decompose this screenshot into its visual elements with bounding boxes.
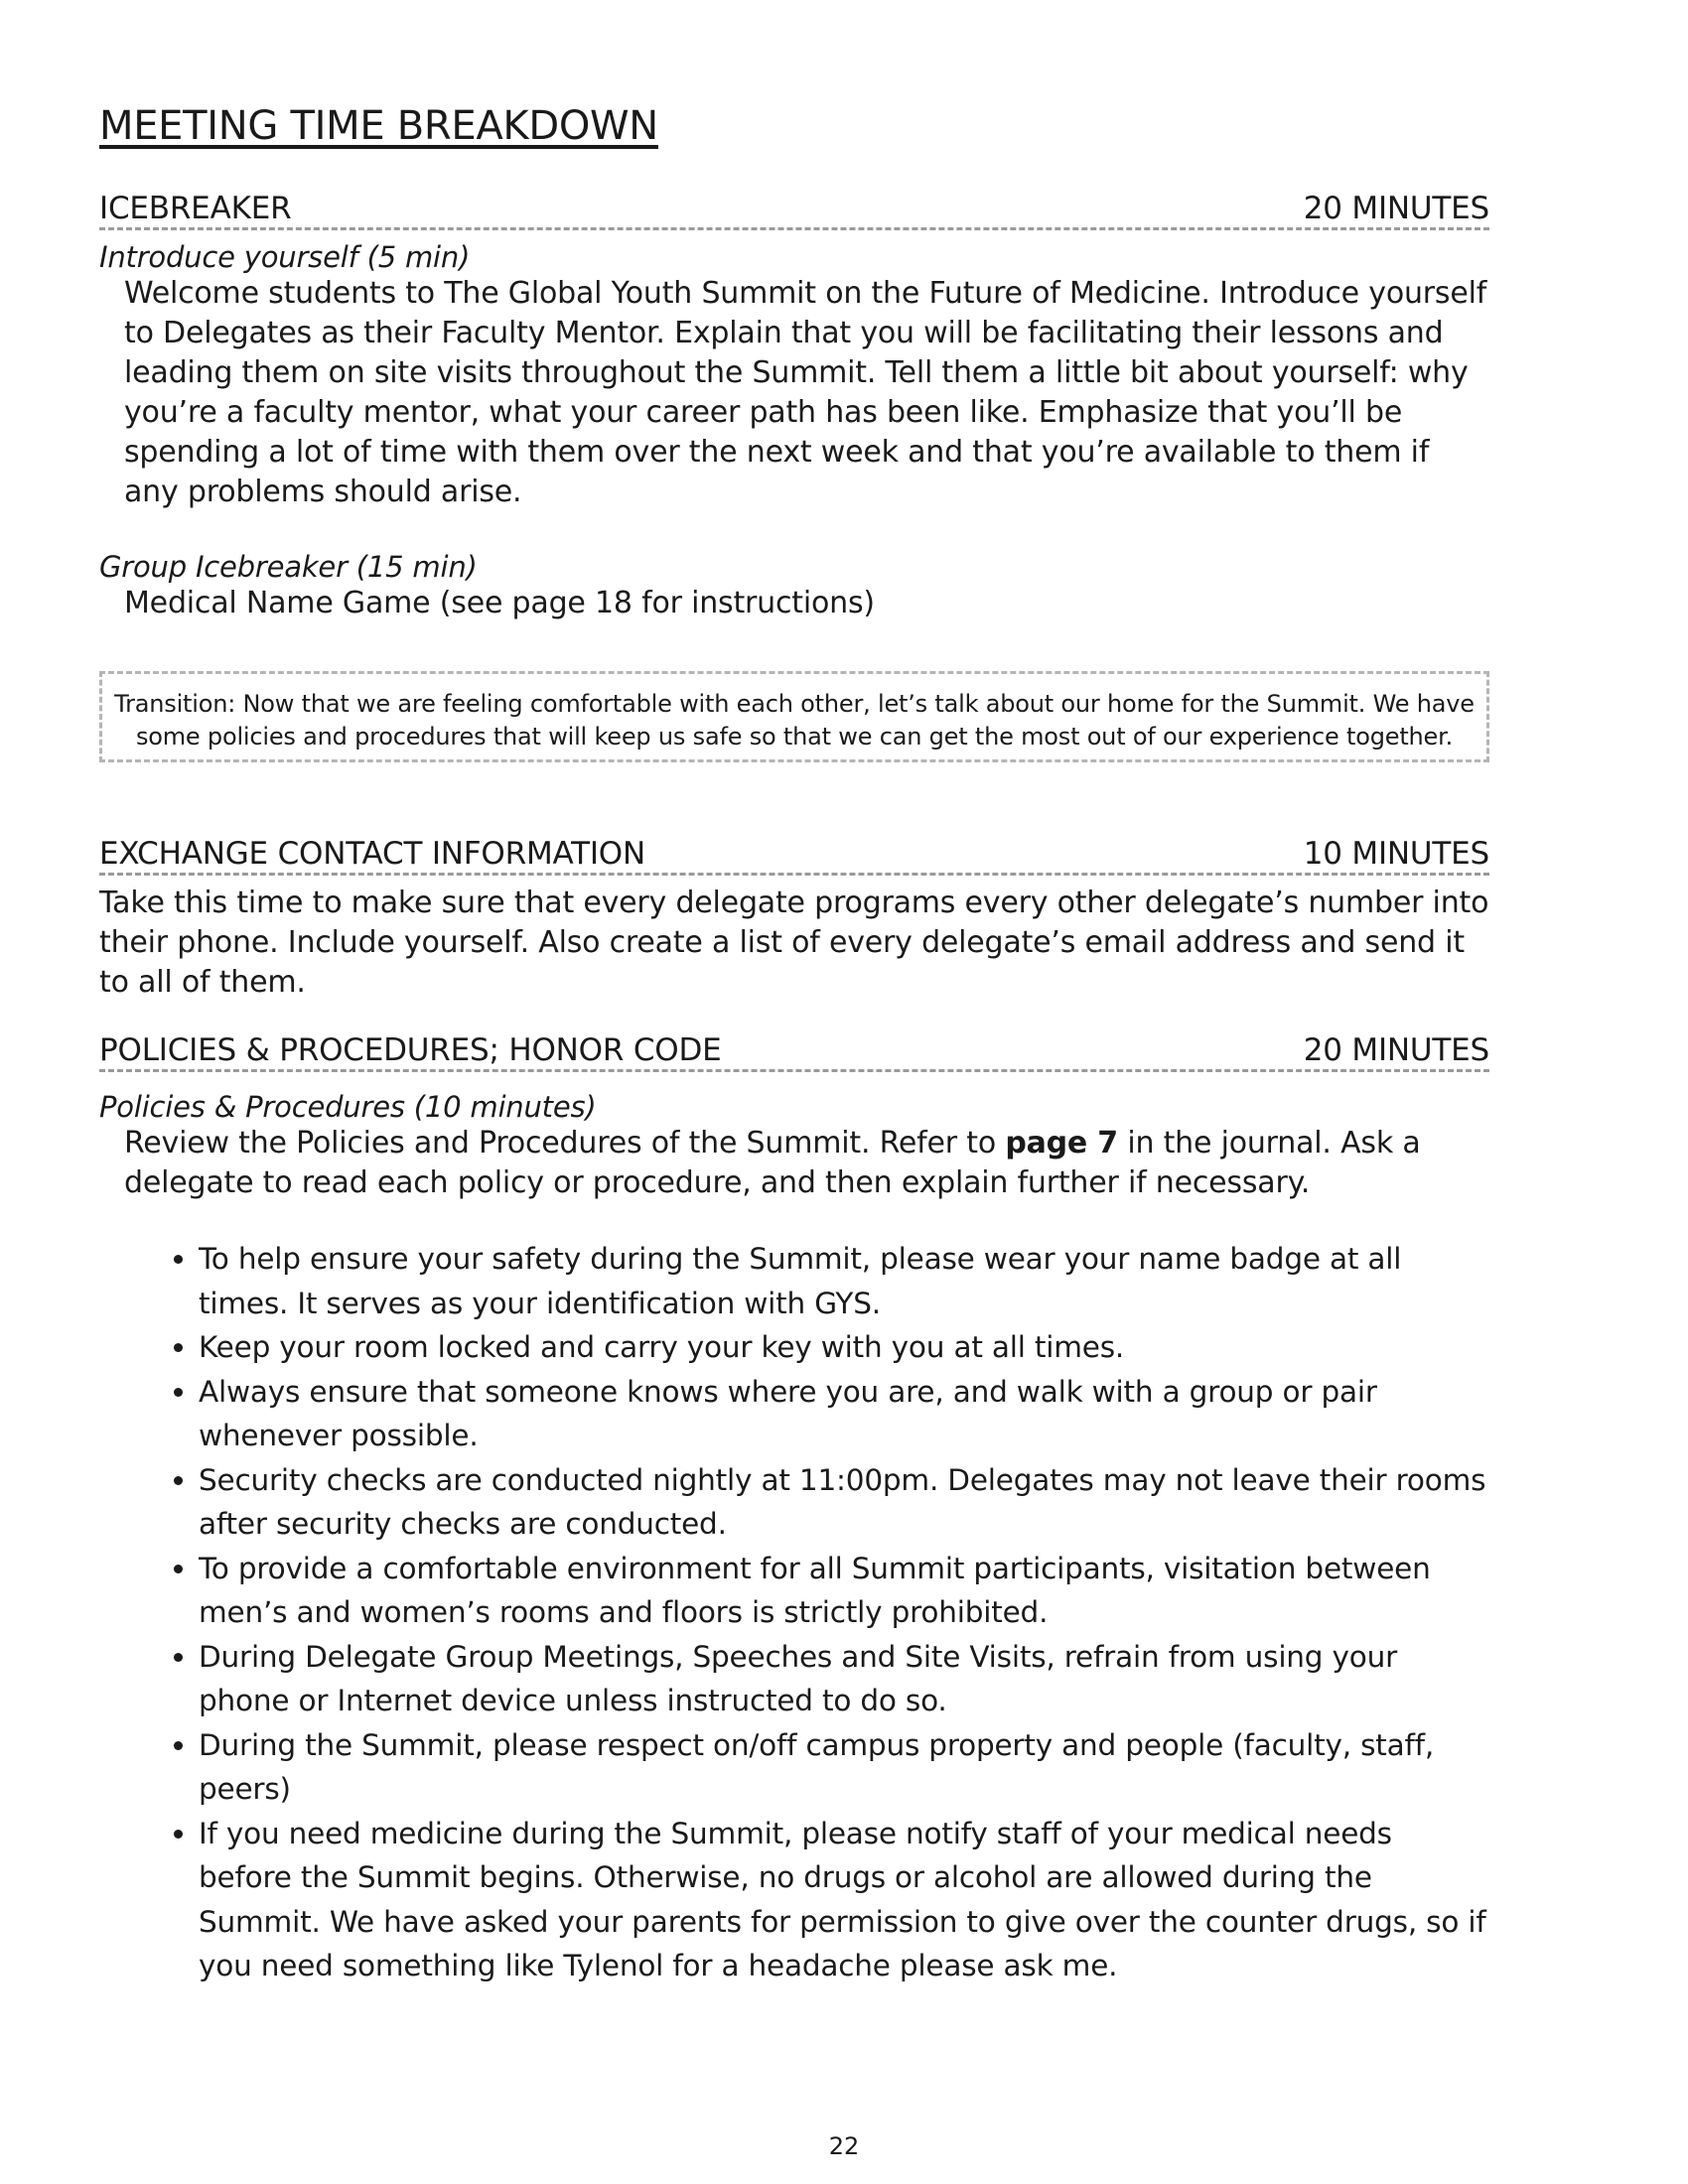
list-item: • During Delegate Group Meetings, Speeches and Site Visits, refrain from using your phone or Internet device unless instructed to do so. — [199, 1635, 1489, 1723]
list-item: • Security checks are conducted nightly at 11:00pm. Delegates may not leave their rooms after security checks are conducted. — [199, 1458, 1489, 1547]
list-item: • To help ensure your safety during the Summit, please wear your name badge at all times. It serves as your identification with GYS. — [199, 1237, 1489, 1325]
list-item: • Always ensure that someone knows where you are, and walk with a group or pair whenever possible. — [199, 1370, 1489, 1458]
subheading-group-icebreaker: Group Icebreaker (15 min) — [99, 550, 478, 584]
section-heading: POLICIES & PROCEDURES; HONOR CODE — [99, 1032, 722, 1068]
list-item: • Keep your room locked and carry your key with you at all times. — [199, 1325, 1489, 1370]
section-heading: EXCHANGE CONTACT INFORMATION — [99, 836, 645, 872]
section-header-contact — [99, 836, 1489, 876]
section-heading: ICEBREAKER — [99, 191, 292, 226]
page-number: 22 — [828, 2132, 860, 2160]
section-header-policies — [99, 1032, 1489, 1072]
paragraph-policies-intro — [99, 1124, 1489, 1203]
section-duration: 20 MINUTES — [1303, 191, 1489, 226]
subheading-introduce: Introduce yourself (5 min) — [99, 240, 471, 274]
list-item: • If you need medicine during the Summit, please notify staff of your medical needs before the Summit begins. Otherwise, no drugs or alcohol are allowed during the Summit. We have asked your parents for permission to give over the counter drugs, so if you need something like Tylenol for a headache please ask me. — [199, 1812, 1489, 1988]
transition-note: Transition: Now that we are feeling comfortable with each other, let’s talk about our home for the Summit. We have some policies and procedures that will keep us safe so that we can get the most out of our experience together. — [99, 671, 1489, 762]
paragraph-name-game: Medical Name Game (see page 18 for instructions) — [124, 586, 875, 620]
intro-text-end: in the journal. Ask a delegate to read each policy or procedure, and then explain further if necessary. — [124, 1126, 1421, 1200]
list-item: • During the Summit, please respect on/off campus property and people (faculty, staff, peers) — [199, 1723, 1489, 1812]
page-content — [99, 103, 1489, 1988]
section-duration: 10 MINUTES — [1303, 836, 1489, 872]
list-item: • To provide a comfortable environment for all Summit participants, visitation between men’s and women’s rooms and floors is strictly prohibited. — [199, 1547, 1489, 1635]
page-title: MEETING TIME BREAKDOWN — [99, 103, 658, 149]
intro-text: Review the Policies and Procedures of the Summit. Refer to — [124, 1126, 1006, 1160]
paragraph-introduce: Welcome students to The Global Youth Summit on the Future of Medicine. Introduce yourself to Delegates as their Faculty Mentor. Explain that you will be facilitating their lessons and leading them on site visits throughout the Summit. Tell them a little bit about yourself: why you’re a faculty mentor, what your career path has been like. Emphasize that you’ll be spending a lot of time with them over the next week and that you’re available to them if any problems should arise. — [124, 276, 1487, 509]
subheading-policies: Policies & Procedures (10 minutes) — [99, 1090, 597, 1124]
paragraph-contact: Take this time to make sure that every delegate programs every other delegate’s number into their phone. Include yourself. Also create a list of every delegate’s email address and send it to all of them. — [99, 886, 1489, 1000]
policy-list — [99, 1237, 1489, 1988]
page-reference: page 7 — [1005, 1126, 1118, 1160]
section-header-icebreaker — [99, 191, 1489, 230]
section-duration: 20 MINUTES — [1303, 1032, 1489, 1068]
